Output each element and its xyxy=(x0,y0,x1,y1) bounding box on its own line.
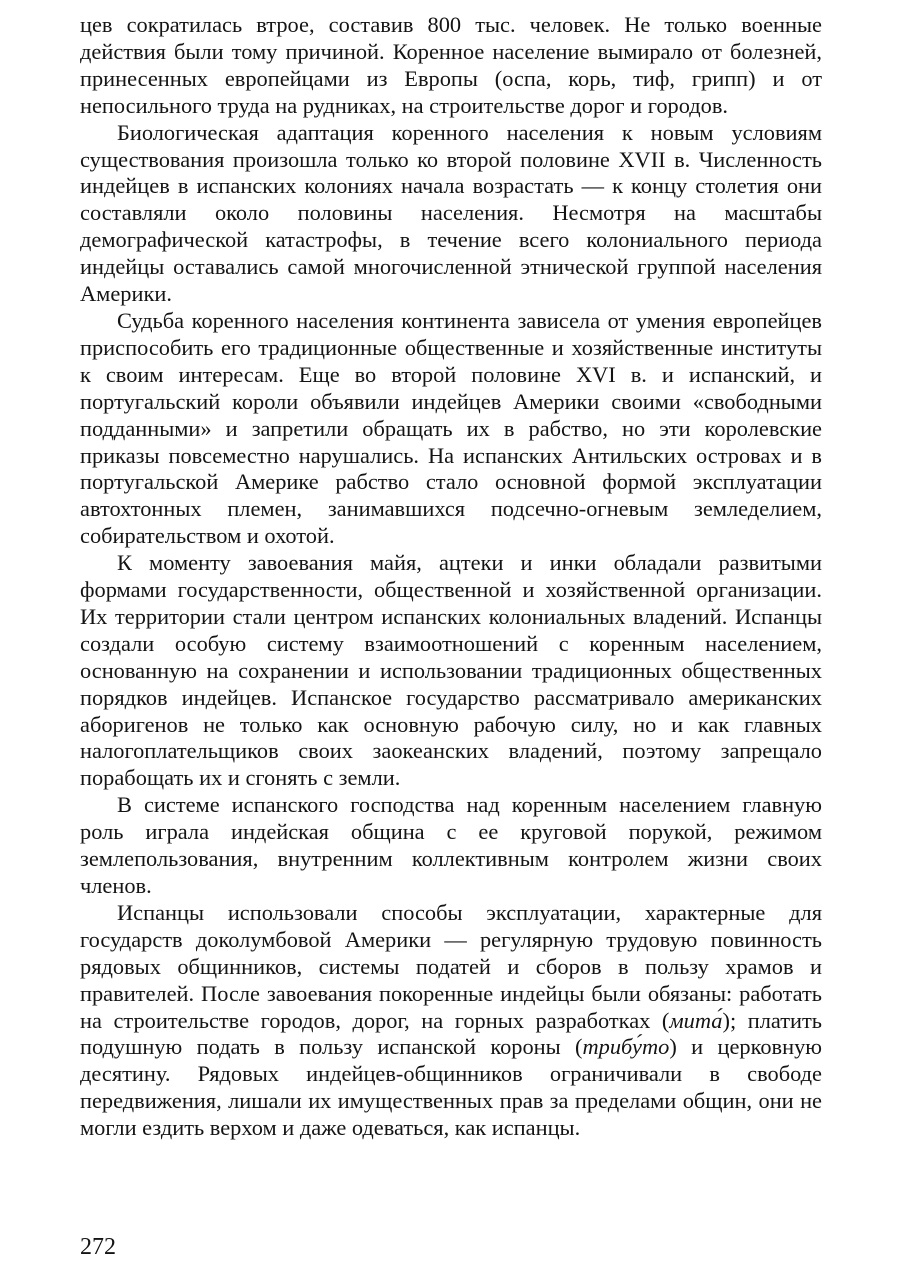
paragraph-5 xyxy=(80,792,822,900)
paragraph-6-text-b: ); платить подушную подать в пользу испанской короны ( xyxy=(80,1007,823,1060)
paragraph-6-text-a: Испанцы использовали способы эксплуатации, характерные для государств доколумбовой Америки — регулярную трудовую повинность рядовых общинников, системы податей и сборов в пользу храмов и правителей. После завоевания покоренные индейцы были обязаны: работать на строительстве городов, дорог, на горных разработках ( xyxy=(80,899,822,1033)
term-mita: мита́ xyxy=(669,1007,723,1033)
paragraph-3-text: Судьба коренного населения континента зависела от умения европейцев приспособить его традиционные общественные и хозяйственные институты к своим интересам. Еще во второй половине XVI в. и испанский, и португальский короли объявили индейцев Америки своими «свободными подданными» и запретили обращать их в рабство, но эти королевские приказы повсеместно нарушались. На испанских Антильских островах и в португальской Америке рабство стало основной формой эксплуатации автохтонных племен, занимавшихся подсечно-огневым земледелием, собирательством и охотой. xyxy=(80,307,822,549)
paragraph-4-text: К моменту завоевания майя, ацтеки и инки обладали развитыми формами государственности, общественной и хозяйственной организации. Их территории стали центром испанских колониальных владений. Испанцы создали особую систему взаимоотношений с коренным населением, основанную на сохранении и использовании традиционных общественных порядков индейцев. Испанское государство рассматривало американских аборигенов не только как основную рабочую силу, но и как главных налогоплательщиков своих заокеанских владений, поэтому запрещало порабощать их и сгонять с земли. xyxy=(80,550,822,791)
paragraph-2-text: Биологическая адаптация коренного населения к новым условиям существования произошла только ко второй половине XVII в. Численность индейцев в испанских колониях начала возрастать — к концу столетия они составляли около половины населения. Несмотря на масштабы демографической катастрофы, в течение всего колониального периода индейцы оставались самой многочисленной этнической группой населения Америки. xyxy=(80,119,822,307)
paragraph-1 xyxy=(80,12,822,120)
paragraph-6 xyxy=(80,900,822,1142)
paragraph-1-text: цев сократилась втрое, составив 800 тыс. человек. Не только военные действия были тому причиной. Коренное население вымирало от болезней, принесенных европейцами из Европы (оспа, корь, тиф, грипп) и от непосильного труда на рудниках, на строительстве дорог и городов. xyxy=(80,12,822,118)
paragraph-5-text: В системе испанского господства над коренным населением главную роль играла индейская община с ее круговой порукой, режимом землепользования, внутренним коллективным контролем жизни своих членов. xyxy=(80,792,822,898)
paragraph-3 xyxy=(80,308,822,550)
paragraph-4 xyxy=(80,550,822,792)
page-number: 272 xyxy=(80,1234,116,1260)
page-body xyxy=(80,12,822,1142)
paragraph-6-text-c: ) и церковную десятину. Рядовых индейцев-общинников ограничивали в свободе передвижения, лишали их имущественных прав за пределами общин, они не могли ездить верхом и даже одеваться, как испанцы. xyxy=(80,1034,822,1141)
term-tributo: трибу́то xyxy=(582,1034,670,1060)
paragraph-2 xyxy=(80,120,822,308)
